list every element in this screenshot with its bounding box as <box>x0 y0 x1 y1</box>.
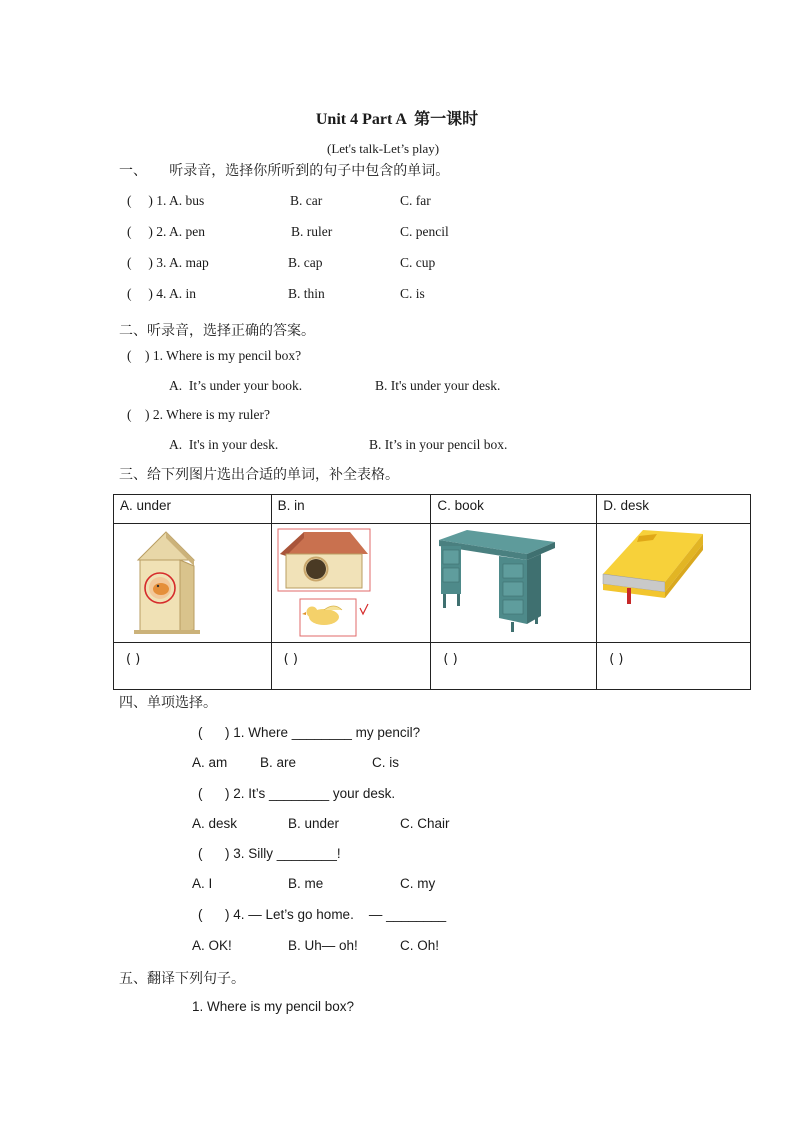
section4-q2-option-a: A. desk <box>192 816 238 831</box>
section4-q3-option-b: B. me <box>288 876 324 891</box>
section4-question-2: ( ) 2. It’s ________ your desk. <box>198 786 396 801</box>
section1-item-2-c: C. pencil <box>400 224 449 239</box>
birdhouse-bird-inside-icon <box>126 526 206 638</box>
section1-item-1-b: B. car <box>290 193 323 208</box>
section4-q3-option-c: C. my <box>400 876 436 891</box>
table-header-cell: B. in <box>271 495 431 524</box>
picture-cell <box>597 524 751 643</box>
birdhouse-bird-below-icon <box>276 526 376 638</box>
section4-q3-option-a: A. I <box>192 876 213 891</box>
section2-q2-option-a: A. It's in your desk. <box>169 437 279 452</box>
book-icon <box>599 526 709 616</box>
answer-blank[interactable]: ( ) <box>431 643 597 690</box>
section4-q4-option-a: A. OK! <box>192 938 232 953</box>
section4-q4-option-b: B. Uh— oh! <box>288 938 358 953</box>
desk-icon <box>437 528 557 638</box>
section4-q2-option-c: C. Chair <box>400 816 450 831</box>
section1-item-1-c: C. far <box>400 193 431 208</box>
section4-question-1: ( ) 1. Where ________ my pencil? <box>198 725 421 740</box>
section1-item-3-c: C. cup <box>400 255 436 270</box>
table-answer-row <box>114 643 751 690</box>
answer-blank[interactable]: ( ) <box>114 643 272 690</box>
section1-item-3: ( ) 3. A. map <box>127 255 209 270</box>
matching-table <box>113 494 751 690</box>
table-header-cell: D. desk <box>597 495 751 524</box>
page-title: Unit 4 Part A 第一课时 <box>315 111 479 128</box>
table-picture-row <box>114 524 751 643</box>
section5-question-1: 1. Where is my pencil box? <box>192 999 355 1014</box>
section1-item-1: ( ) 1. A. bus <box>127 193 205 208</box>
section2-q2-option-b: B. It’s in your pencil box. <box>369 437 508 452</box>
section1-item-2-b: B. ruler <box>291 224 333 239</box>
page-subtitle: (Let's talk-Let’s play) <box>327 141 440 156</box>
section4-question-3: ( ) 3. Silly ________! <box>198 846 341 861</box>
section1-item-4-b: B. thin <box>288 286 325 301</box>
answer-blank[interactable]: ( ) <box>271 643 431 690</box>
section2-heading: 二、听录音，选择正确的答案。 <box>119 323 315 339</box>
section4-heading: 四、单项选择。 <box>119 695 217 711</box>
picture-cell <box>431 524 597 643</box>
section4-q1-option-c: C. is <box>372 755 399 770</box>
table-header-cell: C. book <box>431 495 597 524</box>
section1-heading: 一、 听录音，选择你所听到的句子中包含的单词。 <box>119 163 450 179</box>
section4-q2-option-b: B. under <box>288 816 340 831</box>
section4-q1-option-b: B. are <box>260 755 297 770</box>
table-header-row <box>114 495 751 524</box>
table-header-cell: A. under <box>114 495 272 524</box>
section2-question-2: ( ) 2. Where is my ruler? <box>127 407 270 422</box>
section4-q4-option-c: C. Oh! <box>400 938 440 953</box>
section1-item-2: ( ) 2. A. pen <box>127 224 205 239</box>
section1-item-3-b: B. cap <box>288 255 323 270</box>
section5-heading: 五、翻译下列句子。 <box>119 971 245 987</box>
section3-heading: 三、给下列图片选出合适的单词，补全表格。 <box>119 467 399 483</box>
section2-q1-option-b: B. It's under your desk. <box>375 378 501 393</box>
section4-q1-option-a: A. am <box>192 755 228 770</box>
section4-question-4: ( ) 4. — Let’s go home. — ________ <box>198 907 447 922</box>
section1-item-4-c: C. is <box>400 286 425 301</box>
section2-q1-option-a: A. It’s under your book. <box>169 378 303 393</box>
answer-blank[interactable]: ( ) <box>597 643 751 690</box>
picture-cell <box>114 524 272 643</box>
section2-question-1: ( ) 1. Where is my pencil box? <box>127 348 302 363</box>
picture-cell <box>271 524 431 643</box>
section1-item-4: ( ) 4. A. in <box>127 286 196 301</box>
